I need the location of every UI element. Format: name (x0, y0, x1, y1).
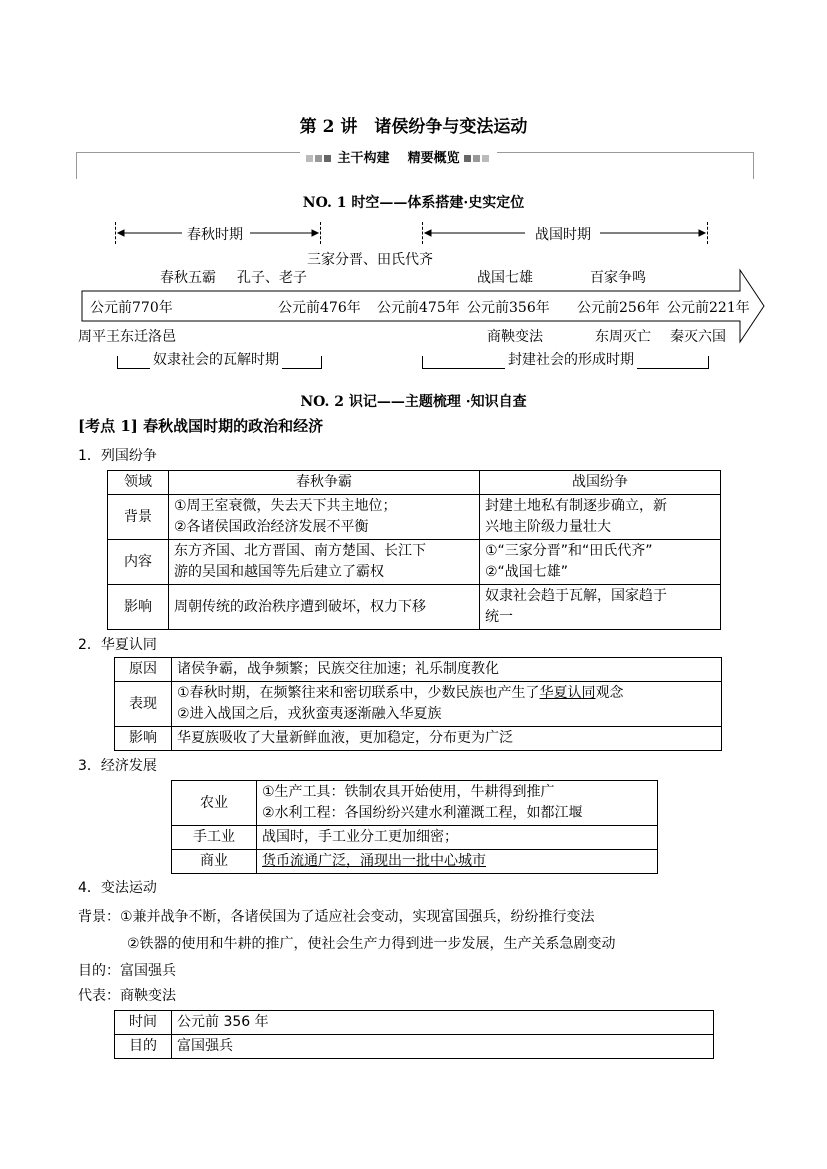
period-right-label: 战国时期 (535, 227, 591, 243)
cell-line: ②“战国七雄” (485, 564, 569, 580)
lieguo-table (107, 470, 721, 630)
era-left-label: 奴隶社会的瓦解时期 (150, 349, 282, 369)
huaxia-table (114, 657, 722, 751)
cell-underlined-text: 华夏认同 (539, 685, 596, 701)
event-wuba: 春秋五霸 (160, 270, 216, 286)
jingji-table (171, 780, 658, 874)
row-label: 时间 (115, 1011, 172, 1035)
bianfa-background-1: 背景：①兼并战争不断，各诸侯国为了适应社会变动，实现富国强兵，纷纷推行变法 (78, 909, 595, 925)
table-row (172, 781, 658, 826)
row-label: 背景 (108, 495, 169, 540)
part4-heading: 4．变法运动 (78, 880, 157, 896)
table-cell: 诸侯争霸，战争频繁；民族交往加速；礼乐制度教化 (172, 658, 722, 682)
banner-right-text: 精要概览 (407, 151, 460, 166)
event-baijia: 百家争鸣 (590, 270, 646, 286)
row-label: 商业 (172, 850, 257, 874)
banner-left-text: 主干构建 (337, 151, 390, 166)
table-cell (480, 540, 721, 585)
header-cell: 领域 (108, 471, 169, 495)
table-cell (480, 585, 721, 630)
cell-line: ②进入战国之后，戎狄蛮夷逐渐融入华夏族 (177, 706, 442, 722)
event-qinmie: 秦灭六国 (670, 329, 726, 345)
bianfa-background-2: ②铁器的使用和牛耕的推广，使社会生产力得到进一步发展，生产关系急剧变动 (127, 936, 616, 952)
row-label: 表现 (115, 682, 172, 727)
section1-heading: NO. 1 时空——体系搭建·史实定位 (302, 195, 525, 211)
cell-line (177, 683, 716, 704)
cell-line: ②各诸侯国政治经济发展不平衡 (174, 519, 369, 535)
event-dongzhou: 东周灭亡 (595, 329, 651, 345)
cell-text: ①春秋时期，在频繁往来和密切联系中，少数民族也产生了 (177, 685, 540, 701)
kaodian-heading (78, 415, 323, 436)
bianfa-representative: 代表：商鞅变法 (78, 988, 176, 1004)
table-cell (257, 781, 658, 826)
date-770: 公元前770年 (90, 300, 173, 316)
cell-line: ①“三家分晋”和“田氏代齐” (485, 543, 653, 559)
event-kongzi: 孔子、老子 (237, 270, 307, 286)
table-cell: 货币流通广泛，涌现出一批中心城市 (257, 850, 658, 874)
timeline (0, 0, 827, 380)
table-row (115, 727, 722, 751)
row-label: 手工业 (172, 826, 257, 850)
row-label: 目的 (115, 1035, 172, 1059)
date-356: 公元前356年 (467, 300, 550, 316)
table-cell: 周朝传统的政治秩序遭到破坏，权力下移 (169, 585, 480, 630)
kaodian-text: 春秋战国时期的政治和经济 (143, 417, 324, 435)
row-label: 影响 (108, 585, 169, 630)
table-row (108, 495, 721, 540)
event-shangyang: 商鞅变法 (487, 329, 543, 345)
bianfa-purpose: 目的：富国强兵 (78, 963, 176, 979)
cell-line: 东方齐国、北方晋国、南方楚国、长江下 (174, 543, 426, 559)
event-sanjia: 三家分晋、田氏代齐 (307, 252, 433, 268)
period-arrows (0, 0, 827, 380)
cell-line: 游的吴国和越国等先后建立了霸权 (174, 564, 384, 580)
cell-line: 统一 (485, 609, 513, 625)
part1-heading: 1．列国纷争 (78, 448, 157, 464)
table-cell (169, 495, 480, 540)
row-label: 内容 (108, 540, 169, 585)
table-row (108, 471, 721, 495)
date-221: 公元前221年 (667, 300, 750, 316)
date-476: 公元前476年 (278, 300, 361, 316)
row-label: 影响 (115, 727, 172, 751)
table-row (172, 826, 658, 850)
cell-text: 观念 (595, 685, 624, 701)
header-cell: 战国纷争 (480, 471, 721, 495)
date-256: 公元前256年 (577, 300, 660, 316)
cell-line: ①周王室衰微，失去天下共主地位； (174, 498, 397, 514)
table-cell (169, 540, 480, 585)
cell-line: 奴隶社会趋于瓦解，国家趋于 (485, 588, 667, 604)
table-cell: 富国强兵 (172, 1035, 714, 1059)
cell-line: 兴地主阶级力量壮大 (485, 519, 611, 535)
table-row (115, 1035, 714, 1059)
part2-heading: 2．华夏认同 (78, 637, 157, 653)
kaodian-label: [考点 1] (78, 417, 138, 435)
table-row (115, 658, 722, 682)
table-cell: 华夏族吸收了大量新鲜血液，更加稳定，分布更为广泛 (172, 727, 722, 751)
section2-heading: NO. 2 识记——主题梳理 ·知识自查 (300, 394, 527, 410)
header-cell: 春秋争霸 (169, 471, 480, 495)
table-row (108, 540, 721, 585)
table-row (172, 850, 658, 874)
page-title: 第 2 讲 诸侯纷争与变法运动 (299, 117, 528, 137)
table-cell: 战国时，手工业分工更加细密； (257, 826, 658, 850)
period-left-label: 春秋时期 (187, 227, 243, 243)
part3-heading: 3．经济发展 (78, 758, 157, 774)
table-cell (480, 495, 721, 540)
row-label: 原因 (115, 658, 172, 682)
shangyang-table (114, 1010, 714, 1059)
event-zhouping: 周平王东迁洛邑 (78, 329, 176, 345)
row-label: 农业 (172, 781, 257, 826)
table-cell: 公元前 356 年 (172, 1011, 714, 1035)
date-475: 公元前475年 (377, 300, 460, 316)
cell-line: 封建土地私有制逐步确立，新 (485, 498, 667, 514)
event-qixiong: 战国七雄 (477, 270, 533, 286)
cell-line: ②水利工程：各国纷纷兴建水利灌溉工程，如都江堰 (262, 805, 583, 821)
table-row (115, 1011, 714, 1035)
cell-line: ①生产工具：铁制农具开始使用，牛耕得到推广 (262, 784, 555, 800)
table-row (115, 682, 722, 727)
era-right-label: 封建社会的形成时期 (505, 349, 637, 369)
table-row (108, 585, 721, 630)
table-cell (172, 682, 722, 727)
